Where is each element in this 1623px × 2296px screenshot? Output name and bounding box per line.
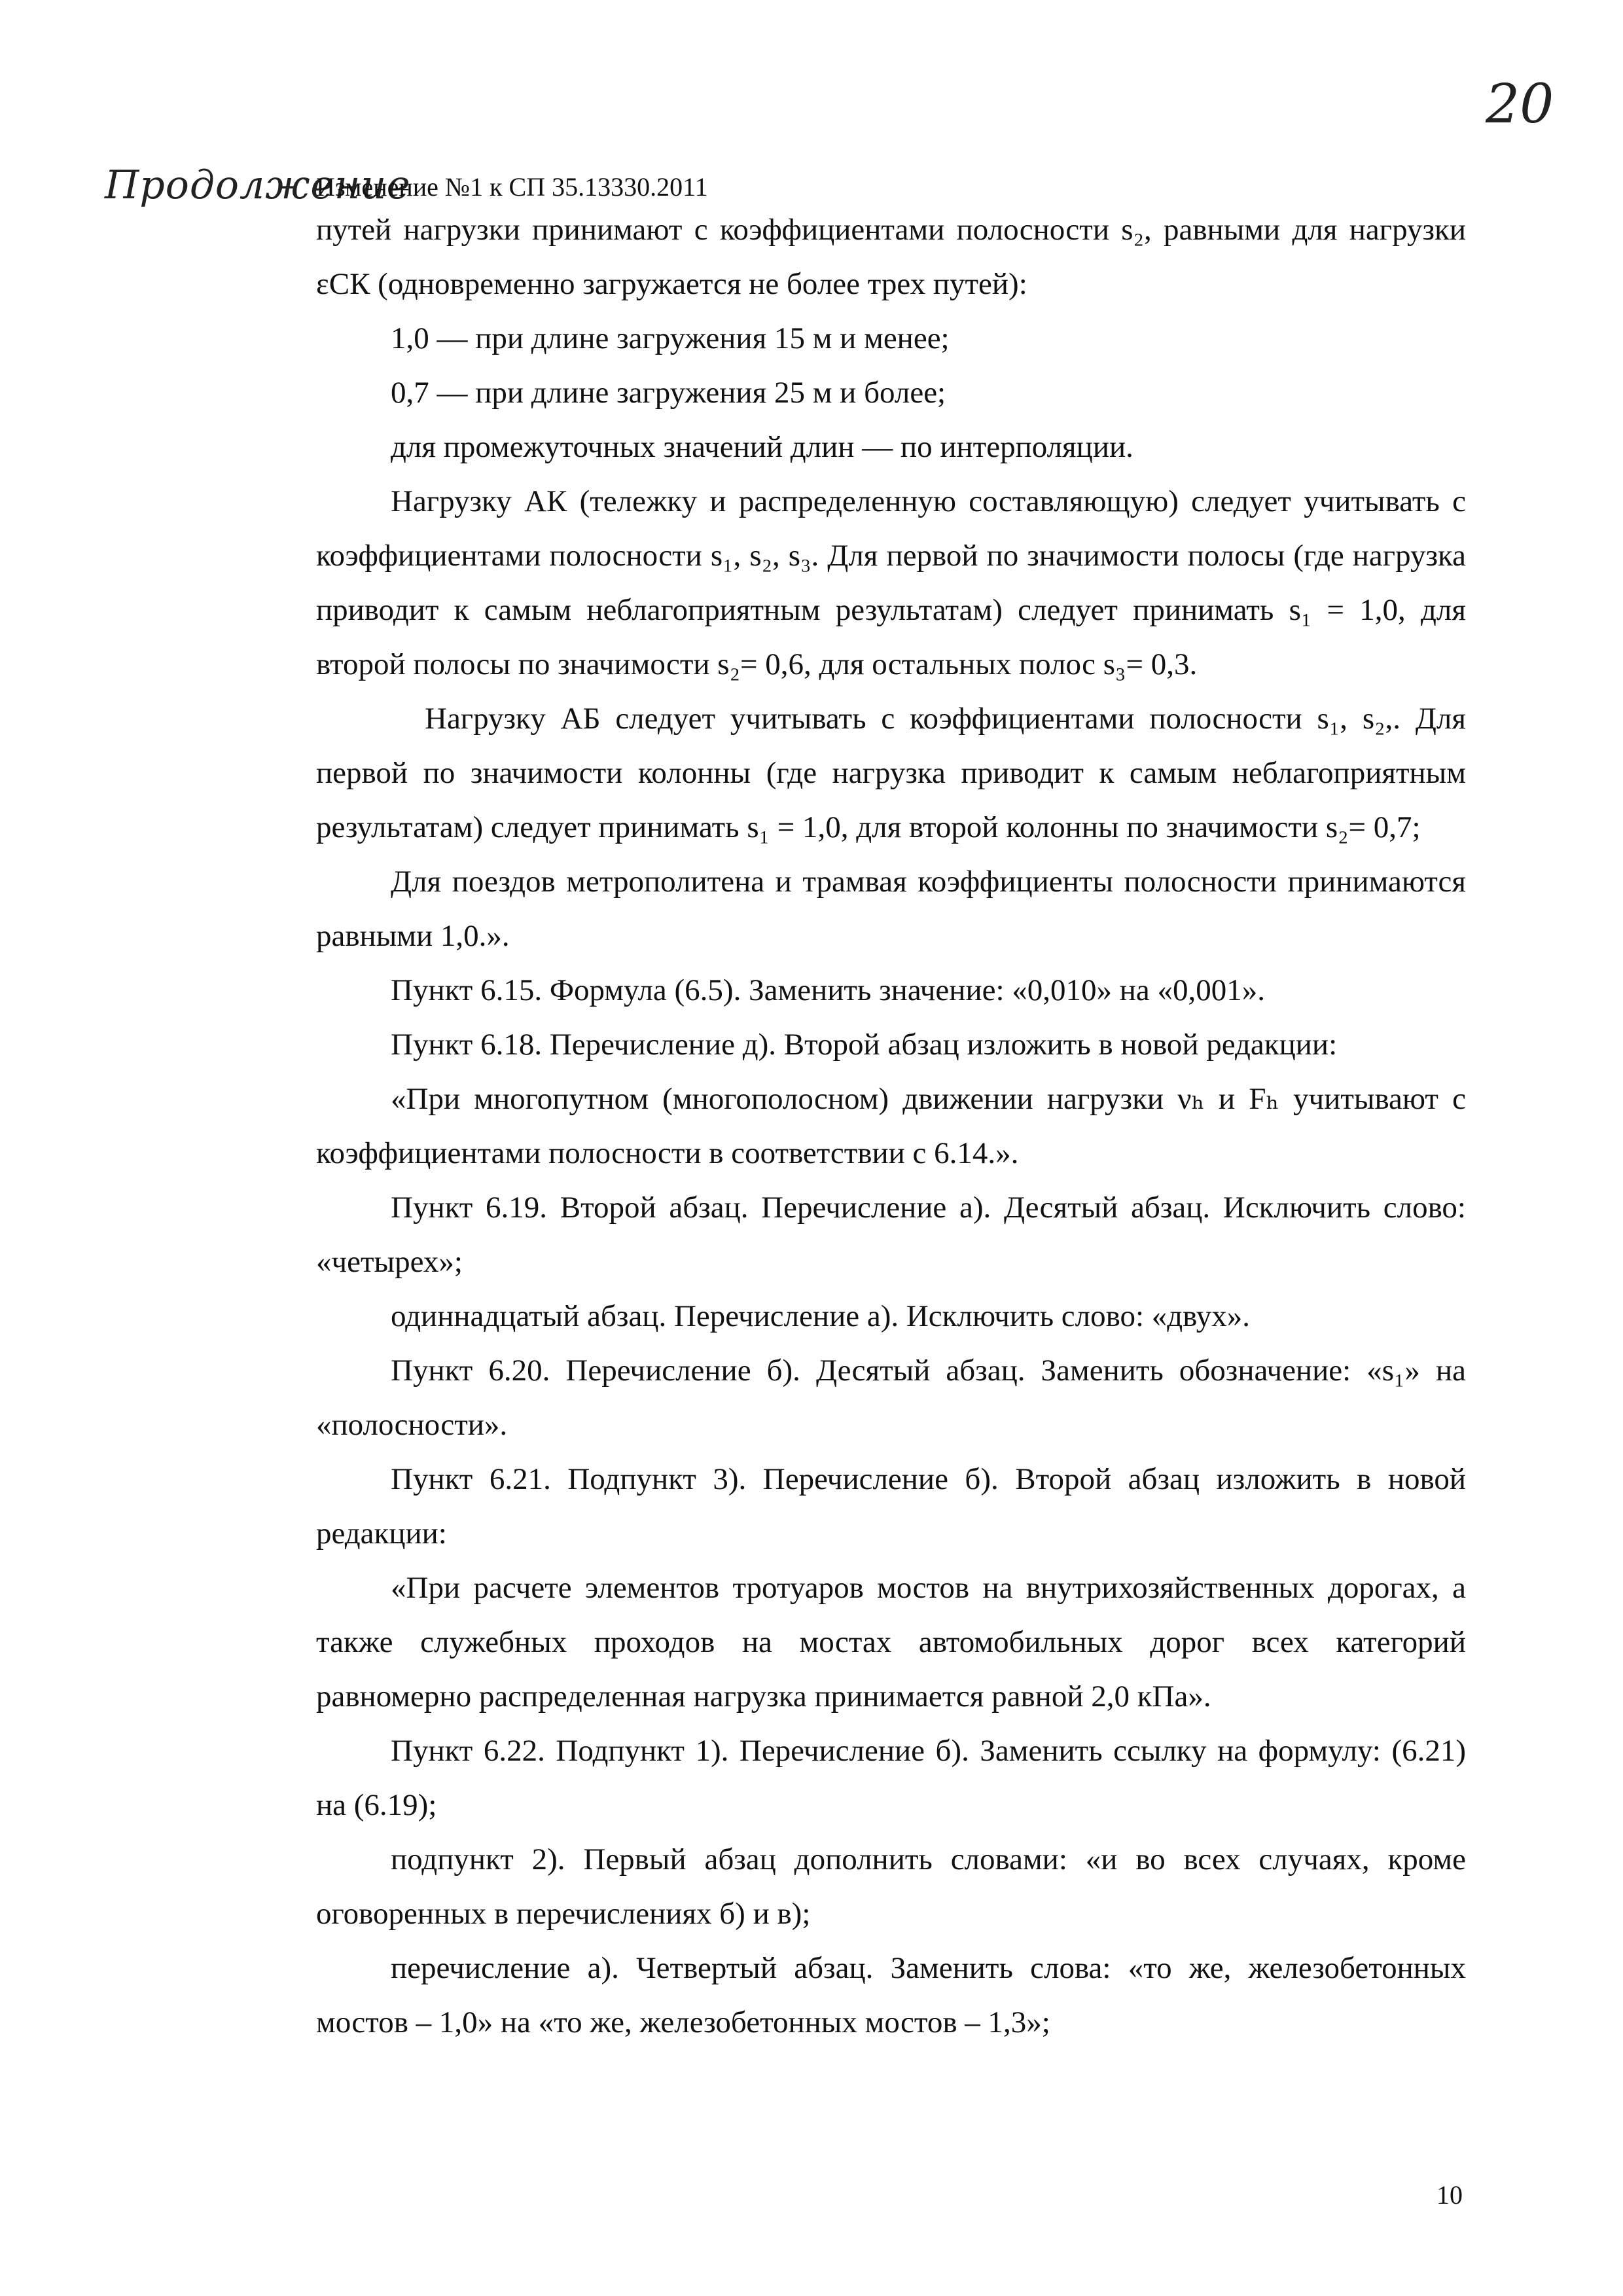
paragraph: Пункт 6.22. Подпункт 1). Перечисление б). Заменить ссылку на формулу: (6.21) на (6.19); [316, 1734, 1466, 1822]
paragraph: Пункт 6.20. Перечисление б). Десятый абзац. Заменить обозначение: «s₁» на «полосности». [316, 1354, 1466, 1442]
document-body [316, 203, 1466, 2050]
paragraph: Пункт 6.19. Второй абзац. Перечисление а). Десятый абзац. Исключить слово: «четырех»; [316, 1191, 1466, 1279]
paragraph: Нагрузку АБ следует учитывать с коэффициентами полосности s₁, s₂,. Для первой по значимости колонны (где нагрузка приводит к самым неблагоприятным результатам) следует принимать s₁ = 1,0, для второй колонны по значимости s₂= 0,7; [316, 702, 1466, 844]
handwritten-sheet-number: 20 [1486, 73, 1554, 135]
paragraph: 1,0 — при длине загружения 15 м и менее; [391, 321, 950, 355]
paragraph: Пункт 6.18. Перечисление д). Второй абзац изложить в новой редакции: [391, 1028, 1338, 1062]
page-number: 10 [1436, 2180, 1463, 2210]
paragraph: Для поездов метрополитена и трамвая коэффициенты полосности принимаются равными 1,0.». [316, 865, 1466, 953]
paragraph: Нагрузку АК (тележку и распределенную составляющую) следует учитывать с коэффициентами полосности s₁, s₂, s₃. Для первой по значимости полосы (где нагрузка приводит к самым неблагоприятным результатам) следует принимать s₁ = 1,0, для второй полосы по значимости s₂= 0,6, для остальных полос s₃= 0,3. [316, 484, 1466, 681]
paragraph: путей нагрузки принимают с коэффициентами полосности s₂, равными для нагрузки εСК (одновременно загружается не более трех путей): [316, 213, 1466, 301]
paragraph: Пункт 6.15. Формула (6.5). Заменить значение: «0,010» на «0,001». [391, 973, 1266, 1007]
paragraph: подпункт 2). Первый абзац дополнить словами: «и во всех случаях, кроме оговоренных в перечислениях б) и в); [316, 1842, 1466, 1931]
paragraph: одиннадцатый абзац. Перечисление а). Исключить слово: «двух». [391, 1299, 1251, 1333]
paragraph: «При многопутном (многополосном) движении нагрузки νₕ и Fₕ учитывают с коэффициентами полосности в соответствии с 6.14.». [316, 1082, 1466, 1170]
paragraph: перечисление а). Четвертый абзац. Заменить слова: «то же, железобетонных мостов – 1,0» на «то же, железобетонных мостов – 1,3»; [316, 1951, 1466, 2039]
paragraph: для промежуточных значений длин — по интерполяции. [391, 430, 1133, 464]
paragraph: 0,7 — при длине загружения 25 м и более; [391, 376, 946, 410]
paragraph: «При расчете элементов тротуаров мостов на внутрихозяйственных дорогах, а также служебных проходов на мостах автомобильных дорог всех категорий равномерно распределенная нагрузка принимается равной 2,0 кПа». [316, 1571, 1466, 1713]
document-header: Изменение №1 к СП 35.13330.2011 [316, 172, 708, 202]
handwritten-continuation-note: Продолжение [105, 162, 411, 208]
paragraph: Пункт 6.21. Подпункт 3). Перечисление б). Второй абзац изложить в новой редакции: [316, 1462, 1466, 1551]
